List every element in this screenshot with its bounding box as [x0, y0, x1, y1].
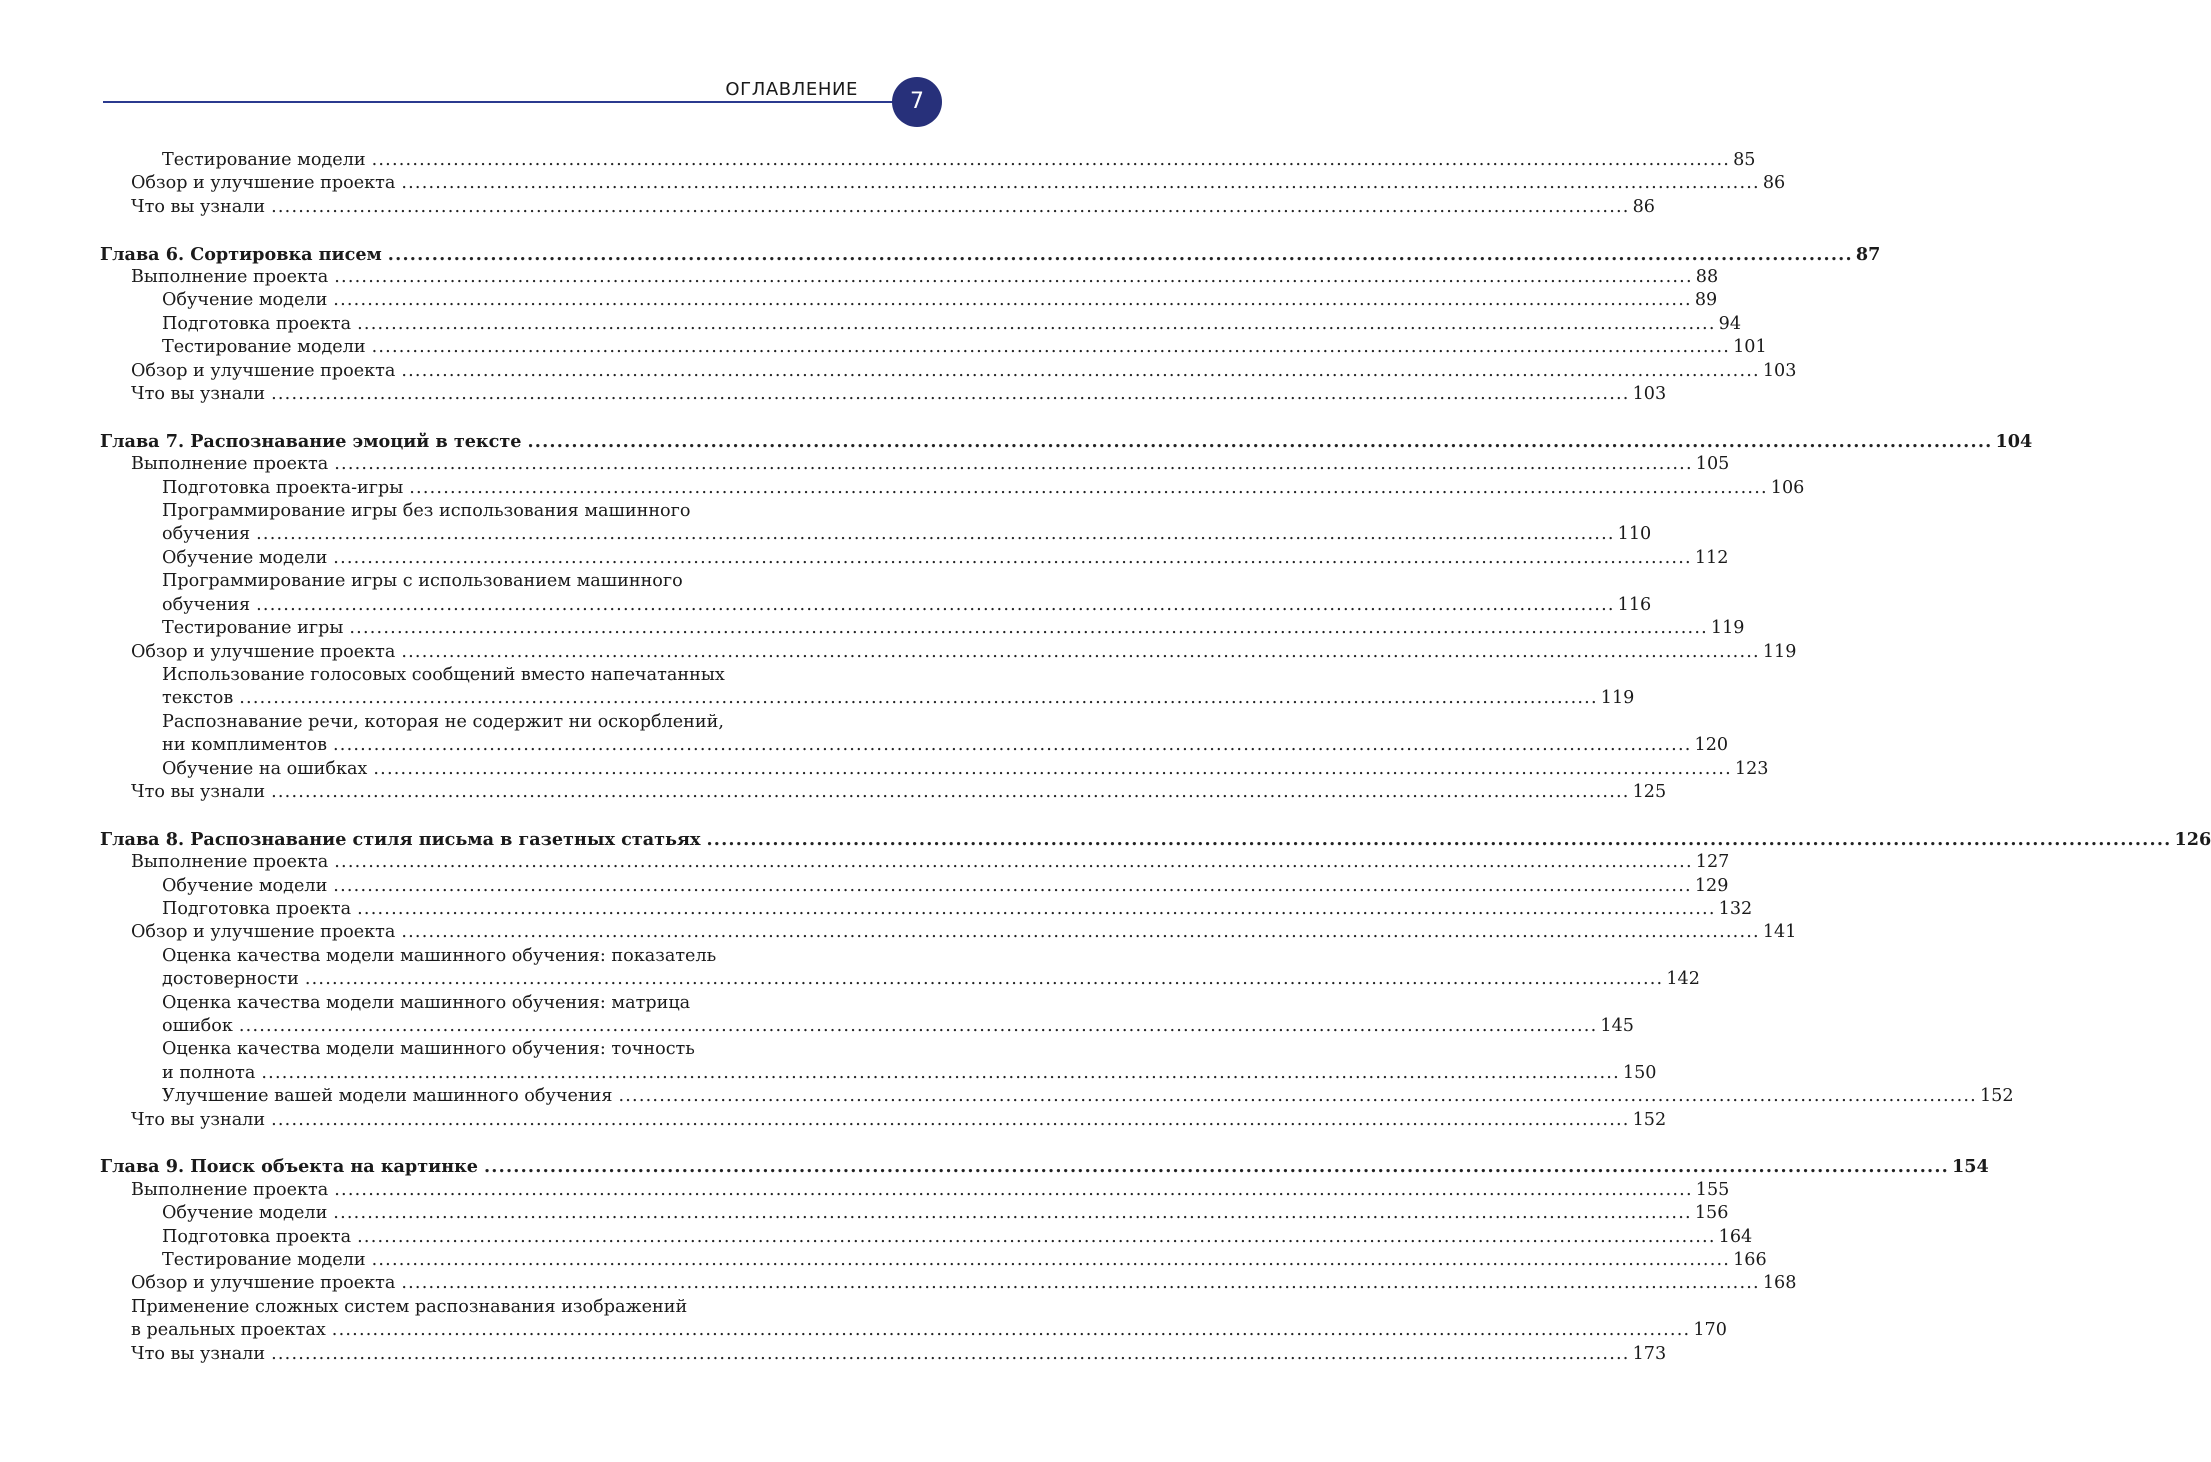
toc-entry-title: и полнота	[162, 1062, 256, 1083]
toc-entry[interactable]	[100, 1062, 1657, 1085]
toc-page-number: 101	[1733, 337, 1767, 358]
toc-entry[interactable]	[100, 383, 1667, 406]
toc-entry-title: ошибок	[162, 1015, 233, 1036]
toc-entry-title: Выполнение проекта	[131, 1179, 329, 1200]
toc-page-number: 120	[1694, 735, 1729, 756]
toc-entry-title: Что вы узнали	[131, 1343, 266, 1364]
toc-page-number: 129	[1694, 875, 1729, 896]
toc-page-number: 89	[1694, 290, 1718, 311]
toc-entry-title: Обучение на ошибках	[162, 758, 368, 779]
toc-page-number: 88	[1695, 267, 1719, 288]
toc-entry-title: Тестирование модели	[162, 150, 366, 170]
toc-page-number: 123	[1734, 758, 1769, 779]
dot-leader: ........................................................................................................................................................................................................	[271, 1109, 1630, 1130]
toc-entry[interactable]	[100, 1343, 1667, 1366]
dot-leader: ........................................................................................................................................................................................................	[261, 1062, 1620, 1083]
toc-entry-title: Улучшение вашей модели машинного обучения	[162, 1086, 613, 1107]
toc-entry-title-line: Использование голосовых сообщений вместо напечатанных	[162, 664, 725, 685]
toc-entry[interactable]	[100, 477, 1805, 500]
toc-entry[interactable]	[100, 289, 1718, 312]
toc-entry-title: Обзор и улучшение проекта	[131, 1273, 396, 1294]
toc-page-number: 164	[1718, 1226, 1753, 1247]
toc-page-number: 156	[1694, 1203, 1729, 1224]
dot-leader: ........................................................................................................................................................................................................	[304, 969, 1664, 990]
toc-section	[100, 828, 2211, 1132]
dot-leader: ........................................................................................................................................................................................................	[401, 641, 1760, 662]
dot-leader: ........................................................................................................................................................................................................	[357, 313, 1716, 334]
toc-entry-title: Выполнение проекта	[131, 454, 329, 475]
toc-entry-title: Глава 6. Сортировка писем	[100, 243, 382, 265]
toc-entry-title: Обучение модели	[162, 875, 328, 896]
toc-entry-title: Выполнение проекта	[131, 267, 329, 288]
toc-page-number: 154	[1952, 1156, 1989, 1178]
toc-entry-title-line: Программирование игры без использования машинного	[162, 501, 691, 522]
toc-entry-title: Обучение модели	[162, 1203, 328, 1224]
toc-entry-title: Подготовка проекта	[162, 313, 352, 334]
toc-page-number: 150	[1622, 1062, 1657, 1083]
toc-page-number: 126	[2174, 828, 2211, 850]
toc-entry-title: Что вы узнали	[131, 384, 266, 405]
toc-entry[interactable]	[100, 1085, 2014, 1108]
header-rule	[103, 101, 903, 103]
dot-leader: ........................................................................................................................................................................................................	[706, 828, 2172, 850]
dot-leader: ........................................................................................................................................................................................................	[256, 524, 1615, 545]
toc-entry[interactable]	[100, 453, 1730, 476]
toc-entry-title: Что вы узнали	[131, 781, 266, 802]
toc-chapter-entry[interactable]	[100, 430, 2033, 453]
toc-entry-title: Обзор и улучшение проекта	[131, 173, 396, 194]
toc-page-number: 145	[1600, 1015, 1634, 1036]
toc-entry-title: Выполнение проекта	[131, 852, 329, 873]
toc-page-number: 168	[1762, 1273, 1797, 1294]
dot-leader: ........................................................................................................................................................................................................	[371, 1250, 1731, 1271]
toc-entry-title: Подготовка проекта	[162, 898, 352, 919]
toc-entry-title: Тестирование игры	[162, 618, 344, 639]
toc-entry-title-line: Программирование игры с использованием машинного	[162, 571, 683, 592]
dot-leader: ........................................................................................................................................................................................................	[239, 688, 1598, 709]
toc-page-number: 103	[1762, 360, 1797, 381]
toc-entry-title: в реальных проектах	[131, 1320, 326, 1341]
toc-entry-title: Обучение модели	[162, 547, 328, 568]
dot-leader: ........................................................................................................................................................................................................	[373, 758, 1732, 779]
toc-page-number: 94	[1718, 313, 1742, 334]
dot-leader: ........................................................................................................................................................................................................	[401, 922, 1760, 943]
toc-page-number: 166	[1733, 1250, 1767, 1271]
toc-entry-title: Обучение модели	[162, 290, 328, 311]
toc-entry[interactable]	[100, 1015, 1634, 1038]
toc-page-number: 103	[1632, 384, 1667, 405]
dot-leader: ........................................................................................................................................................................................................	[271, 781, 1630, 802]
toc-page-number: 110	[1617, 524, 1652, 545]
toc-chapter-entry[interactable]	[100, 1155, 1989, 1178]
toc-entry[interactable]	[100, 1179, 1730, 1202]
dot-leader: ........................................................................................................................................................................................................	[401, 1273, 1760, 1294]
toc-page-number: 106	[1770, 477, 1805, 498]
dot-leader: ........................................................................................................................................................................................................	[409, 477, 1768, 498]
toc-entry[interactable]	[100, 898, 1753, 921]
toc-page-number: 104	[1995, 430, 2033, 452]
toc-entry[interactable]	[100, 1249, 1767, 1272]
toc-section	[100, 149, 1786, 219]
toc-entry-title-line: Оценка качества модели машинного обучения: точность	[162, 1039, 695, 1060]
dot-leader: ........................................................................................................................................................................................................	[401, 173, 1760, 194]
dot-leader: ........................................................................................................................................................................................................	[256, 594, 1615, 615]
toc-entry-title: Глава 9. Поиск объекта на картинке	[100, 1156, 478, 1178]
toc-entry[interactable]	[100, 781, 1667, 804]
toc-entry[interactable]	[100, 875, 1729, 898]
toc-page-number: 127	[1695, 852, 1730, 873]
toc-entry[interactable]	[100, 1272, 1797, 1295]
toc-page-number: 87	[1855, 243, 1881, 265]
dot-leader: ........................................................................................................................................................................................................	[618, 1086, 1977, 1107]
toc-entry[interactable]	[100, 617, 1745, 640]
toc-entry[interactable]	[100, 266, 1719, 289]
toc-entry-title-line: Распознавание речи, которая не содержит ни оскорблений,	[162, 711, 724, 732]
toc-entry[interactable]	[100, 336, 1767, 359]
toc-entry-title: Глава 7. Распознавание эмоций в тексте	[100, 430, 522, 452]
toc-page-number: 142	[1666, 969, 1700, 990]
toc-chapter-entry[interactable]	[100, 828, 2211, 851]
dot-leader: ........................................................................................................................................................................................................	[271, 1343, 1630, 1364]
toc-chapter-entry[interactable]	[100, 243, 1881, 266]
toc-entry[interactable]	[100, 851, 1730, 874]
dot-leader: ........................................................................................................................................................................................................	[333, 735, 1692, 756]
toc-entry-title: обучения	[162, 524, 251, 545]
dot-leader: ........................................................................................................................................................................................................	[357, 898, 1716, 919]
toc-entry[interactable]	[100, 968, 1700, 991]
toc-page-number: 85	[1733, 150, 1756, 170]
dot-leader: ........................................................................................................................................................................................................	[333, 1203, 1692, 1224]
dot-leader: ........................................................................................................................................................................................................	[271, 196, 1630, 217]
toc-entry-title: ни комплиментов	[162, 735, 328, 756]
toc-page-number: 86	[1762, 173, 1786, 194]
toc-entry-title: Обзор и улучшение проекта	[131, 922, 396, 943]
toc-entry[interactable]	[100, 149, 1756, 172]
toc-entry[interactable]	[100, 196, 1655, 219]
toc-page-number: 125	[1632, 781, 1667, 802]
toc-entry[interactable]	[100, 547, 1729, 570]
dot-leader: ........................................................................................................................................................................................................	[371, 337, 1731, 358]
toc-page-number: 119	[1710, 618, 1745, 639]
toc-entry-title: Тестирование модели	[162, 337, 366, 358]
dot-leader: ........................................................................................................................................................................................................	[387, 243, 1853, 265]
dot-leader: ........................................................................................................................................................................................................	[349, 618, 1708, 639]
dot-leader: ........................................................................................................................................................................................................	[483, 1156, 1950, 1178]
toc-page-number: 112	[1694, 547, 1729, 568]
dot-leader: ........................................................................................................................................................................................................	[371, 150, 1731, 170]
dot-leader: ........................................................................................................................................................................................................	[334, 1179, 1693, 1200]
dot-leader: ........................................................................................................................................................................................................	[333, 875, 1692, 896]
dot-leader: ........................................................................................................................................................................................................	[334, 852, 1693, 873]
toc-entry[interactable]	[100, 921, 1797, 944]
running-head: ОГЛАВЛЕНИЕ	[725, 79, 858, 100]
dot-leader: ........................................................................................................................................................................................................	[334, 267, 1693, 288]
toc-entry[interactable]	[100, 734, 1729, 757]
dot-leader: ........................................................................................................................................................................................................	[333, 290, 1692, 311]
page-number-badge: 7	[892, 77, 942, 127]
toc-page-number: 119	[1762, 641, 1797, 662]
toc-entry-title: Подготовка проекта	[162, 1226, 352, 1247]
toc-entry[interactable]	[100, 594, 1652, 617]
toc-entry-title-line: Оценка качества модели машинного обучения: матрица	[162, 992, 691, 1013]
toc-entry-title: Что вы узнали	[131, 196, 266, 217]
toc-section	[100, 1155, 1989, 1366]
toc-page-number: 141	[1762, 922, 1797, 943]
toc-entry-title: текстов	[162, 688, 234, 709]
dot-leader: ........................................................................................................................................................................................................	[238, 1015, 1598, 1036]
toc-section	[100, 430, 2033, 805]
toc-entry[interactable]	[100, 313, 1742, 336]
toc-entry-title-line: Применение сложных систем распознавания изображений	[131, 1296, 688, 1317]
toc-page-number: 173	[1632, 1343, 1667, 1364]
toc-entry-title: Подготовка проекта-игры	[162, 477, 404, 498]
toc-section	[100, 243, 1881, 407]
toc-entry-title: достоверности	[162, 969, 299, 990]
toc-entry[interactable]	[100, 687, 1635, 710]
toc-entry[interactable]	[100, 360, 1797, 383]
toc-page-number: 170	[1693, 1320, 1727, 1341]
dot-leader: ........................................................................................................................................................................................................	[334, 454, 1693, 475]
toc-entry-title: обучения	[162, 594, 251, 615]
dot-leader: ........................................................................................................................................................................................................	[357, 1226, 1716, 1247]
toc-entry-title: Обзор и улучшение проекта	[131, 360, 396, 381]
dot-leader: ........................................................................................................................................................................................................	[527, 430, 1993, 452]
toc-page-number: 132	[1718, 898, 1753, 919]
table-of-contents	[100, 149, 2211, 1389]
toc-entry-title-line: Оценка качества модели машинного обучения: показатель	[162, 945, 717, 966]
toc-page-number: 152	[1979, 1086, 2014, 1107]
toc-entry[interactable]	[100, 1319, 1727, 1342]
toc-page-number: 86	[1632, 196, 1655, 217]
dot-leader: ........................................................................................................................................................................................................	[331, 1320, 1691, 1341]
toc-page-number: 105	[1695, 454, 1730, 475]
toc-page-number: 152	[1632, 1109, 1667, 1130]
dot-leader: ........................................................................................................................................................................................................	[333, 547, 1692, 568]
dot-leader: ........................................................................................................................................................................................................	[401, 360, 1760, 381]
toc-entry[interactable]	[100, 172, 1786, 195]
toc-entry-title: Тестирование модели	[162, 1250, 366, 1271]
dot-leader: ........................................................................................................................................................................................................	[271, 384, 1630, 405]
toc-page-number: 155	[1695, 1179, 1730, 1200]
toc-entry-title: Обзор и улучшение проекта	[131, 641, 396, 662]
toc-page-number: 119	[1600, 688, 1635, 709]
toc-page-number: 116	[1617, 594, 1652, 615]
toc-entry-title: Глава 8. Распознавание стиля письма в газетных статьях	[100, 828, 701, 850]
toc-entry[interactable]	[100, 758, 1769, 781]
toc-entry[interactable]	[100, 1202, 1729, 1225]
toc-entry-title: Что вы узнали	[131, 1109, 266, 1130]
toc-entry[interactable]	[100, 1226, 1753, 1249]
toc-entry[interactable]	[100, 523, 1652, 546]
toc-entry[interactable]	[100, 1109, 1667, 1132]
toc-entry[interactable]	[100, 641, 1797, 664]
